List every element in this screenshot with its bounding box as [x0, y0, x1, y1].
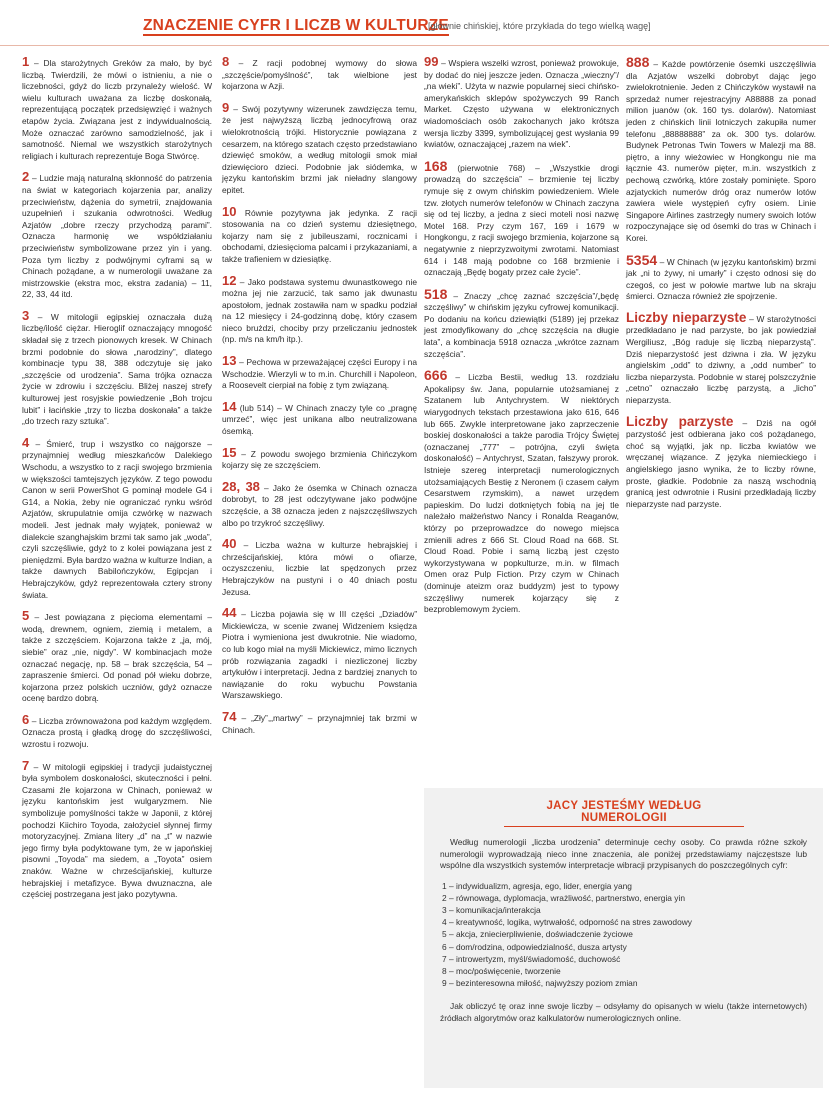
entry-40: 40 – Liczba ważna w kulturze hebrajskiej i chrześcijańskiej, która mówi o ofiarze, oczyszczeniu, liczbie lat spędzonych przez Hebrajczyków na pustyni i o 40 dniach postu Jezusa. [222, 536, 417, 597]
entry-15: 15 – Z powodu swojego brzmienia Chińczykom kojarzy się ze szczęściem. [222, 444, 417, 471]
entry-2: 2 – Ludzie mają naturalną skłonność do patrzenia na świat w kategoriach kojarzenia par, analizy przeciwieństw, dążenia do symetrii, znajdowania uzupełnień i szukania odwrotności. Według Azjatów „dobre rzeczy przychodzą parami”. Oznacza harmonię we współdziałaniu przeciwieństw symbolizowane przez yin i yang. Poza tym liczby z podwójnymi cyframi są w Chinach pożądane, a w numerologii uważane za mistrzowskie (ekstra moc, ekstra zadania) – 11, 22, 33, 44 itd. [22, 169, 212, 300]
numerology-item: 8 – moc/poświęcenie, tworzenie [442, 965, 561, 976]
entry-5: 5 – Jest powiązana z pięcioma elementami – wodą, drewnem, ogniem, ziemią i metalem, a także z szczęściem. Kojarzona także z „ja, mój, siebie” oraz „nie, nigdy”. W kombinacjach może oznaczać negację, np. 58 – brak szczęścia, 54 – zapraszenie śmierci. Od ponad pół wieku dobrze, kojarzona przez polskich uczniów, gdyż oznacze ocenę bardzo dobrą. [22, 608, 212, 704]
numerology-item: 5 – akcja, zniecierpliwienie, doświadczenie życiowe [442, 929, 633, 940]
column-2 [222, 56, 417, 745]
column-4 [626, 56, 816, 519]
article-title: ZNACZENIE CYFR I LICZB W KULTURZE [143, 17, 449, 34]
column-1 [22, 56, 212, 910]
numerology-list [442, 880, 807, 990]
page-header [0, 0, 829, 46]
numerology-item: 9 – bezinteresowna miłość, najwyższy poziom zmian [442, 978, 638, 989]
article-subtitle: [głównie chińskiej, które przykłada do tego wielką wagę] [428, 21, 651, 31]
entry-13: 13 – Pechowa w przeważającej części Europy i na Wschodzie. Wierzyli w to m.in. Churchill i Napoleon, a Roosevelt cierpiał na fobię z tym związaną. [222, 353, 417, 391]
entry-even-numbers: Liczby parzyste – Dziś na ogół parzystość jest odbierana jako coś pożądanego, choć są wyjątki, jak np. liczba kwiatów we wręczanej wiązance. Z języka niemieckiego i angielskiego jasno wynika, że to liczby równe, proste, gładkie. Podobnie za naszą wschodnią granicą jest odwrotnie i Rusini przedkładają liczby nieparzyste nad parzyste. [626, 413, 816, 509]
entry-168: 168 (pierwotnie 768) – „Wszystkie drogi prowadzą do szczęścia” – brzmienie tej liczby rymuje się z owym chińskim powiedzeniem. Wiele tzw. złotych numerów telefonów w Chinach zaczyna się od tej liczby, a jedna z sieci moteli nosi nazwę Motel 168. Przy czym 167, 169 i 1679 w Hongkongu, z racji swojego brzmienia, kojarzone są negatywnie z nieprzyzwoitymi zwrotami. Natomiast 614 i 148 mają podobne co 168 brzmienie i oznaczają „Będę bogaty przez całe życie”. [424, 157, 619, 278]
entry-odd-numbers: Liczby nieparzyste – W starożytności przedkładano je nad parzyste, bo jak powiedział Wergiliusz, „Bóg raduje się liczbą nieparzystą”. Dziś nieparzystość jest dziwna i zła. W języku angielskim „odd” to dziwny, a „odd number” to liczba nieparzysta. Podobnie w starej polszczyźnie „cetno” oznaczało liczbę parzystą, a „licho” nieparzysta. [626, 309, 817, 406]
numerology-box-title: JACY JESTEŚMY WEDŁUG NUMEROLOGII [504, 800, 744, 827]
numerology-intro: Według numerologii „liczba urodzenia” determinuje cechy osoby. Co prawda różne szkoły numerologii wyprowadzają nieco inne znaczenia, ale poniżej przedstawiamy najczęstsze lub wspólne dla wszystkich systemów interpretacje wibracji przypisanych do poszczególnych cyfr: [440, 837, 807, 870]
numerology-item: 1 – indywidualizm, agresja, ego, lider, energia yang [442, 880, 632, 891]
numerology-item: 7 – introwertyzm, myśl/świadomość, duchowość [442, 953, 621, 964]
entry-14: 14 (lub 514) – W Chinach znaczy tyle co „pragnę umrzeć”, więc jest unikana albo neutralizowana ósemką. [222, 398, 417, 437]
entry-9: 9 – Swój pozytywny wizerunek zawdzięcza temu, że jest najwyższą liczbą jednocyfrową oraz wielokrotnością trójki. Historycznie powiązana z cesarzem, na którego szatach często przedstawiano dziewięć smoków, a według mitologii smok miał dziewięcioro dzieci. Podobnie jak siódemka, w języku kantońskim brzmi jak nieładny slangowy epitet. [222, 99, 417, 195]
entry-888: 888 – Każde powtórzenie ósemki uszczęśliwia dla Azjatów wszelki dobrobyt dając jego zwielokrotnienie. Jeden z Chińczyków wystawił na sprzedaż numer rejestracyjny A88888 za ponad milion juanów (ok. 160 tys. dolarów). Natomiast jeden z chińskich linii lotniczych zakupiła numer telefonu „88888888” za ok. 300 tys. dolarów. Budynek Petronas Twin Towers w Malezji ma 88. piętro, a inny wieżowiec w Hongkongu nie ma łącznie 43. numerów pięter, m.in. wszystkich z pechową czwórką, które zostały pominięte. Sporo azjatyckich numerów dróg oraz numerów lotów zawiera wiele występień cyfry osiem. Linie Singapore Airlines zastrzegły numery swoich lotów rozpoczynające się od ósemki do tras w Chinach i Korei. [626, 54, 816, 243]
entry-12: 12 – Jako podstawa systemu dwunastkowego nie można jej nie zarzucić, tak samo jak dwunastu apostołom, jednak zostawiła nam w spadku podział na 12 miesięcy i 24-godzinną dobę, który czasem nieco brużdzi, chociby przy przeliczaniu jednostek (np. m/s na km/h itp.). [222, 272, 417, 345]
entry-74: 74 – „Zły”,„martwy” – przynajmniej tak brzmi w Chinach. [222, 708, 417, 735]
entry-518: 518 – Znaczy „chcę zaznać szczęścia”/„będę szczęśliwy” w chińskim języku cyfrowej komunikacji. Po dodaniu na końcu dziewiątki (5189) jej przekaz jest zmodyfikowany do „chcę szczęścia na długie lata”, a kombinacja 5918 oznacza „wkrótce zaznam szczęścia”. [424, 285, 619, 359]
entry-1: 1 – Dla starożytnych Greków za mało, by być liczbą. Twierdzili, że mówi o istnieniu, a nie o liczebności, gdyż do liczb przynależy wielość. W wielu kulturach uważana za liczbę doskonałą, reprezentującą początek przedsięwzięć i ważnych etapów życia. Związana jest z indywidualnością. Może oznaczać zarówno samodzielność, jak i samotność. Niemal we wszystkich starożytnych religiach i kulturach reprezentuje Boga Stwórcę. [22, 54, 212, 161]
entry-6: 6 – Liczba zrównoważona pod każdym względem. Oznacza prostą i gładką drogę do szczęśliwości, wzrostu i rozwoju. [22, 711, 212, 750]
entry-99: 99 – Wspiera wszelki wzrost, ponieważ prowokuje, by dodać do niej jeszcze jeden. Oznacza „wieczny”/„na wieki”. Użyta w nazwie popularnej sieci chińsko-amerykańskich sklepów spożywczych 99 Ranch Market. Często używana w elektronicznych wiadomościach osób zakochanych jako krótsza wersja liczby 3399, symbolizującej gest wysłania 99 kwiatów, oznaczającej „razem na wiek”. [424, 54, 619, 150]
entry-28-38: 28, 38 – Jako że ósemka w Chinach oznacza dobrobyt, to 28 jest odczytywane jako podwójne szczęście, a 38 oznacza jeden z najszczęśliwszych albo po trzykroć szczęśliwy. [222, 478, 417, 528]
entry-3: 3 – W mitologii egipskiej oznaczała dużą liczbę/ilość ciężar. Hieroglif oznaczający mnogość składał się z trzech pionowych kresek. W Chinach brzmi podobnie do słowa „narodziny”, dlatego kombinacje typu 38, 388 odczytuje się jako „szczęście od urodzenia”. Sama trójka oznacza życie w zdrowiu i szczęściu. Bliżej naszej strefy kulturowej jest rosyjskie powiedzenie „Boh trojcu lubit” i łacińskie „trzy to liczba doskonała” a także „do trzech razy sztuka”. [22, 307, 212, 427]
numerology-item: 3 – komunikacja/interakcja [442, 904, 541, 915]
entry-10: 10 Równie pozytywna jak jedynka. Z racji stosowania na co dzień systemu dziesiętnego, kojarzy nam się z jubileuszami, rocznicami i obchodami, dziesięcioma palcami i przykazaniami, a także trafieniem w dziesiątkę. [222, 203, 417, 264]
numerology-item: 2 – równowaga, dyplomacja, wrażliwość, partnerstwo, energia yin [442, 892, 685, 903]
entry-666: 666 – Liczba Bestii, według 13. rozdziału Apokalipsy św. Jana, popularnie utożsamianej z Szatanem lub Antychrystem. W niektórych wiarygodnych tekstach przestawiona jako 616, 646 lub 665. Zwykle interpretowane jako zaprzeczenie boskiej doskonałości a także parodia Trójcy Świętej (oznaczanej „777” – potrójna, czyli święta doskonałość) – Antychryst, Szatan, fałszywy prorok. Istnieje szereg interpretacji numerologicznych utożsamiających Bestię z Neronem (i czasem całym Cesarstwem rzymskim), a nawet urzędem papieskim. Do ludzi dotkniętych fobią na jej tle należało małżeństwo Nancy i Ronalda Reaganów, którzy po przeprowadzce do nowego miejsca zmienili adres z 666 St. Cloud Road na 668. St. Cloud Road. Pobie i samą liczbą jest często wykorzystywana w popkulturze, m.in. w filmach Omen oraz Pulp Fiction. Przy czym w Chinach (dominuje ateizm oraz buddyzm) jest to typowy szczęśliwy numerek kojarzący się z bezproblemowym życiem. [424, 367, 619, 615]
column-3 [424, 56, 619, 625]
numerology-item: 4 – kreatywność, logika, wytrwałość, odporność na stres zawodowy [442, 917, 692, 928]
entry-44: 44 – Liczba pojawia się w III części „Dziadów” Mickiewicza, w scenie zwanej Widzeniem księdza Piotra i wymieniona jest dwukrotnie. Nie wiadomo, co lub kogo miał na myśli Mickiewicz, mimo licznych prób rozwiązania zagadki i niezliczonej liczby artykułów i interpretacji. Jedna z bardziej znanych to nawiązanie do roku wybuchu Powstania Warszawskiego. [222, 605, 417, 701]
entry-4: 4 – Śmierć, trup i wszystko co najgorsze – przynajmniej według mieszkańców Dalekiego Wschodu, a wszystko to z racji swojego brzmienia w większości tamtejszych języków. Z tego powodu Canon w serii PowerShot G pominął modele G4 i G14, a Nokia, żeby nie ograniczać rynku wśród Azjatów, skrupulatnie omija czwórkę w nazwach modeli. Jest jednak mały wyjątek, ponieważ w dialekcie szanghajskim brzmi tak samo jak „woda”, czyli szczęśliwie, gdyż to z kolei powiązana jest z pieniędzmi. Była bardzo ważna w kulturze Indian, a także dawnych Babilończyków, Egipcjan i Hebrajczyków, gdyż reprezentowała cztery strony świata. [22, 434, 212, 600]
numerology-outro: Jak obliczyć tę oraz inne swoje liczby – odsyłamy do opisanych w wielu (także internetowych) źródłach algorytmów oraz kalkulatorów numerologicznych online. [440, 1001, 807, 1023]
numerology-item: 6 – dom/rodzina, odpowiedzialność, dusza artysty [442, 941, 627, 952]
entry-7: 7 – W mitologii egipskiej i tradycji judaistycznej była symbolem doskonałości, skuteczności i pełni. Czasami źle kojarzona w Chinach, ponieważ w języku kantońskim jest wulgaryzmem. Nie symbolizuje pomyślności także w Japonii, z której pochodzi Kiichiro Toyoda, założyciel słynnej firmy motoryzacyjnej. Zmiana litery „d” na „t” w nazwie jego firmy była podyktowane tym, że w japońskiej pisowni „Toyoda” ma siedem, a „Toyota” osiem znaków. Ważne w chrześcijańskiej, kulturze hebrajskiej i metafizyce. Bywa dwuznaczna, ale częściej postrzegana jest jako pozytywna. [22, 757, 212, 900]
numerology-box [424, 788, 823, 1088]
entry-5354: 5354 – W Chinach (w języku kantońskim) brzmi jak „ni to żywy, ni umarły” i często odnosi się do czegoś, co jest w połowie martwe lub na skraju śmierci. Oznacza również złe spojrzenie. [626, 251, 816, 302]
entry-8: 8 – Z racji podobnej wymowy do słowa „szczęście/pomyślność”, tak wielbione jest kojarzona w Azji. [222, 54, 417, 92]
